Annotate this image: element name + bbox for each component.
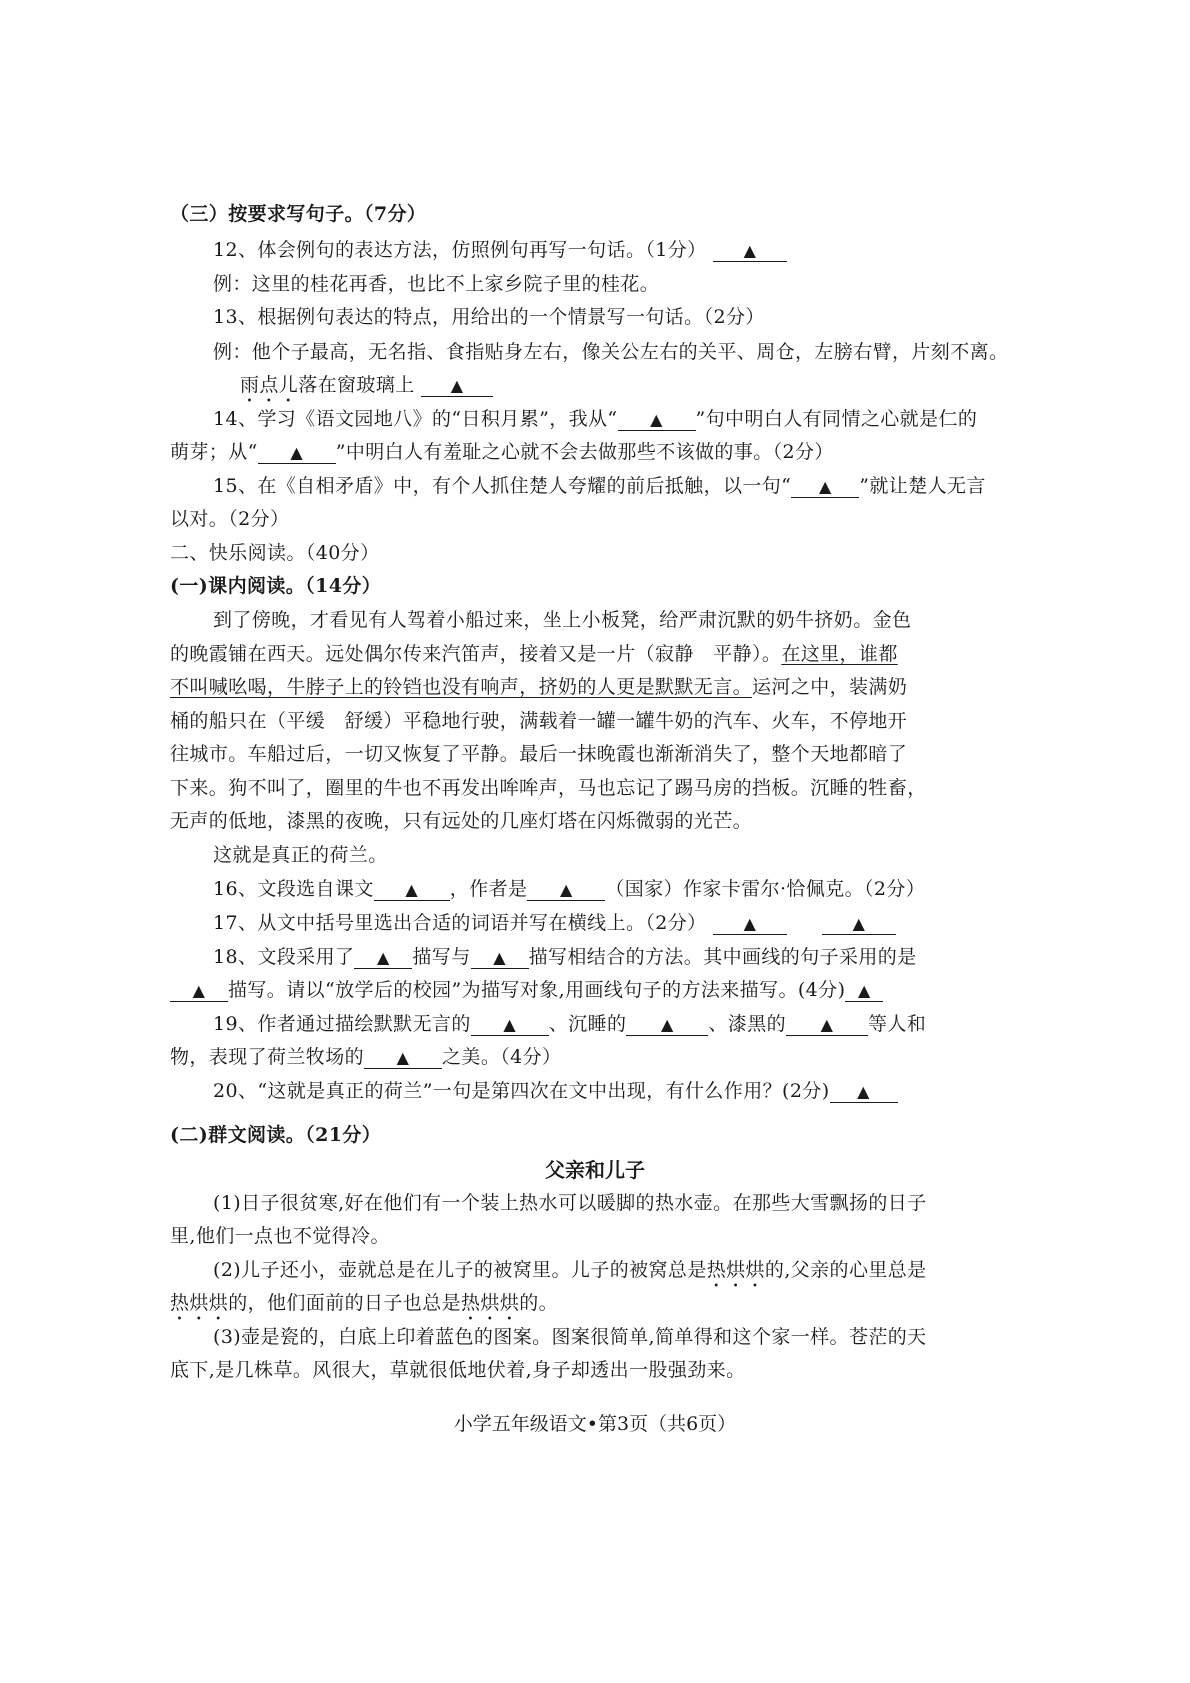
- question-14-line2: 萌芽；从“ ▲ ”中明白人有羞耻之心就不会去做那些不该做的事。（2分）: [170, 441, 834, 463]
- answer-blank[interactable]: ▲: [258, 442, 336, 464]
- answer-blank[interactable]: ▲: [845, 980, 883, 1002]
- answer-blank[interactable]: ▲: [364, 1047, 442, 1069]
- answer-blank[interactable]: ▲: [421, 375, 493, 397]
- section-1-heading: (一)课内阅读。（14分）: [170, 575, 382, 597]
- answer-blank[interactable]: ▲: [471, 947, 529, 969]
- passage-line: 到了傍晚，才看见有人驾着小船过来，坐上小板凳，给严肃沉默的奶牛挤奶。金色: [213, 609, 912, 631]
- question-16: 16、文段选自课文 ▲ ，作者是 ▲ （国家）作家卡雷尔·恰佩克。（2分）: [213, 878, 926, 900]
- story-line: (1)日子很贫寒,好在他们有一个装上热水可以暖脚的热水壶。在那些大雪飘扬的日子: [213, 1192, 927, 1214]
- question-13-example: 例：他个子最高，无名指、食指贴身左右，像关公左右的关平、周仓，左膀右臂，片刻不离。: [213, 341, 1009, 363]
- passage-line: 不叫喊吆喝，牛脖子上的铃铛也没有响声，挤奶的人更是默默无言。运河之中，装满奶: [170, 676, 908, 698]
- answer-blank[interactable]: ▲: [527, 879, 605, 901]
- page-footer: 小学五年级语文•第3页（共6页）: [453, 1413, 737, 1435]
- story-line: (2)儿子还小，壶就总是在儿子的被窝里。儿子的被窝总是热烘烘的,父亲的心里总是: [213, 1259, 927, 1281]
- answer-blank[interactable]: ▲: [786, 1014, 868, 1036]
- question-13-prompt: 雨点儿落在窗玻璃上 ▲: [240, 373, 1100, 407]
- question-15-line2: 以对。（2分）: [170, 508, 290, 530]
- question-15-line1: 15、在《自相矛盾》中，有个人抓住楚人夸耀的前后抵触，以一句“ ▲ ”就让楚人无言: [213, 475, 986, 497]
- passage-line: 的晚霞铺在西天。远处偶尔传来汽笛声，接着又是一片（寂静 平静）。在这里，谁都: [170, 643, 898, 665]
- answer-blank[interactable]: ▲: [471, 1014, 549, 1036]
- answer-blank[interactable]: ▲: [170, 980, 228, 1002]
- answer-blank[interactable]: ▲: [713, 240, 787, 262]
- story-line: (3)壶是瓷的，白底上印着蓝色的图案。图案很简单,简单得和这个家一样。苍茫的天: [213, 1326, 927, 1348]
- question-19-line1: 19、作者通过描绘默默无言的 ▲ 、沉睡的 ▲ 、漆黑的 ▲ 等人和: [213, 1013, 927, 1035]
- section-3-heading: （三）按要求写句子。（7分）: [170, 203, 427, 225]
- question-12-example: 例：这里的桂花再香，也比不上家乡院子里的桂花。: [213, 273, 660, 295]
- passage-line: 这就是真正的荷兰。: [213, 844, 388, 866]
- answer-blank[interactable]: ▲: [830, 1081, 898, 1103]
- answer-blank[interactable]: ▲: [713, 913, 787, 935]
- part-2-heading: 二、快乐阅读。（40分）: [170, 542, 380, 564]
- story-line: 底下,是几株草。风很大，草就很低地伏着,身子却透出一股强劲来。: [170, 1359, 746, 1381]
- question-14-line1: 14、学习《语文园地八》的“日积月累”，我从“ ▲ ”句中明白人有同情之心就是仁的: [213, 408, 978, 430]
- passage-line: 无声的低地，漆黑的夜晚，只有远处的几座灯塔在闪烁微弱的光芒。: [170, 810, 753, 832]
- section-2-heading: (二)群文阅读。（21分）: [170, 1124, 382, 1146]
- underlined-sentence: 不叫喊吆喝，牛脖子上的铃铛也没有响声，挤奶的人更是默默无言。: [170, 676, 753, 698]
- passage-line: 桶的船只在（平缓 舒缓）平稳地行驶，满载着一罐一罐牛奶的汽车、火车，不停地开: [170, 710, 908, 732]
- question-18-line1: 18、文段采用了 ▲ 描写与 ▲ 描写相结合的方法。其中画线的句子采用的是: [213, 946, 917, 968]
- answer-blank[interactable]: ▲: [374, 879, 450, 901]
- question-18-line2: ▲ 描写。请以“放学后的校园”为描写对象,用画线句子的方法来描写。(4分) ▲: [170, 978, 1030, 1002]
- question-20: 20、“这就是真正的荷兰”一句是第四次在文中出现，有什么作用？(2分) ▲: [213, 1079, 1033, 1103]
- story-line: 热烘烘的，他们面前的日子也总是热烘烘的。: [170, 1292, 559, 1314]
- answer-blank[interactable]: ▲: [822, 913, 896, 935]
- question-19-line2: 物，表现了荷兰牧场的 ▲ 之美。（4分）: [170, 1046, 562, 1068]
- underlined-sentence: 在这里，谁都: [781, 643, 898, 665]
- answer-blank[interactable]: ▲: [791, 476, 859, 498]
- answer-blank[interactable]: ▲: [626, 1014, 708, 1036]
- passage-line: 往城市。车船过后，一切又恢复了平静。最后一抹晚霞也渐渐消失了，整个天地都暗了: [170, 743, 908, 765]
- answer-blank[interactable]: ▲: [354, 947, 412, 969]
- story-title: 父亲和儿子: [545, 1158, 645, 1182]
- question-17: 17、从文中括号里选出合适的词语并写在横线上。（2分） ▲ ▲: [213, 911, 1033, 935]
- question-12: 12、体会例句的表达方法，仿照例句再写一句话。（1分） ▲: [213, 238, 1033, 262]
- passage-line: 下来。狗不叫了，圈里的牛也不再发出哞哞声，马也忘记了踢马房的挡板。沉睡的牲畜，: [170, 777, 927, 799]
- story-line: 里,他们一点也不觉得冷。: [170, 1225, 390, 1247]
- answer-blank[interactable]: ▲: [618, 409, 696, 431]
- question-13: 13、根据例句表达的特点，用给出的一个情景写一句话。（2分）: [213, 306, 765, 328]
